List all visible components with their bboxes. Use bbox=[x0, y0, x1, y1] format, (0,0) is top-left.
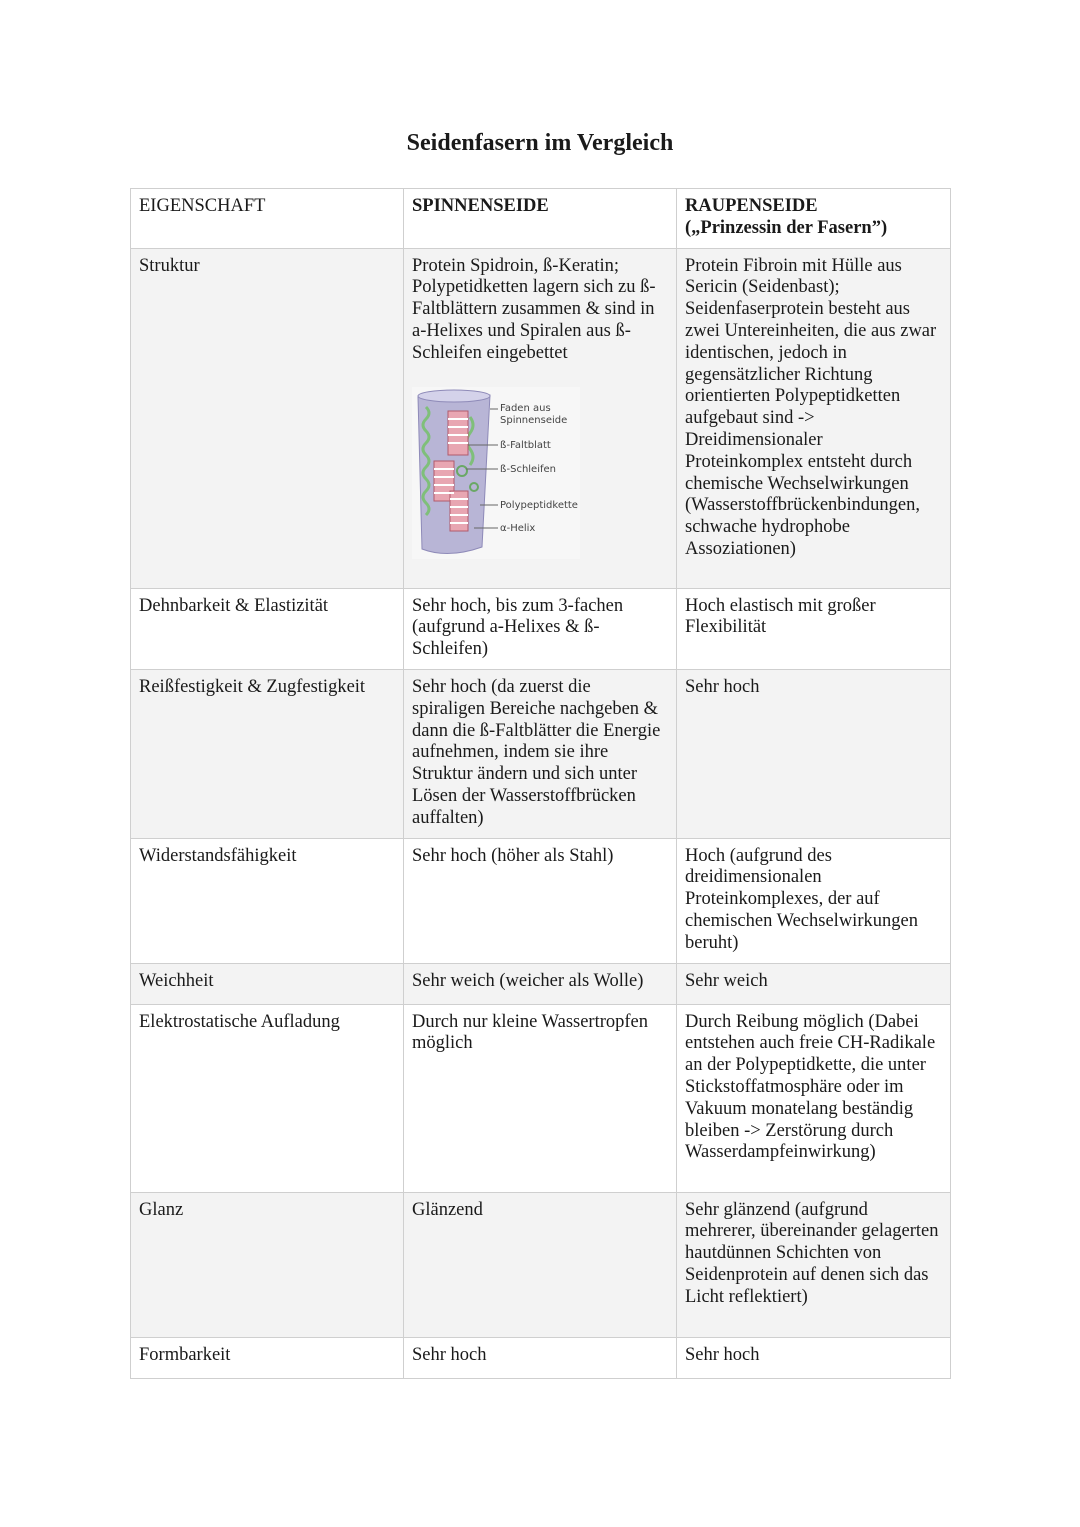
row-property-label: Struktur bbox=[139, 255, 200, 276]
row-raupenseide bbox=[677, 588, 951, 669]
row-spinnenseide-text: Sehr hoch (höher als Stahl) bbox=[412, 845, 614, 866]
row-spinnenseide bbox=[404, 669, 677, 838]
spider-silk-structure-diagram bbox=[412, 387, 580, 559]
header-raupenseide bbox=[677, 189, 951, 249]
row-raupenseide bbox=[677, 1192, 951, 1337]
row-raupenseide-text: Sehr hoch bbox=[685, 676, 760, 697]
row-property-label: Elektrostatische Aufladung bbox=[139, 1011, 340, 1032]
row-raupenseide bbox=[677, 1004, 951, 1192]
row-raupenseide-text: Hoch elastisch mit großer Flexibilität bbox=[685, 595, 876, 638]
header-spinnenseide bbox=[404, 189, 677, 249]
header-eigenschaft-label: EIGENSCHAFT bbox=[139, 196, 266, 216]
faltblatt-block bbox=[450, 491, 468, 531]
table-row bbox=[131, 588, 951, 669]
table-row bbox=[131, 248, 951, 588]
table-row bbox=[131, 1192, 951, 1337]
row-raupenseide bbox=[677, 1337, 951, 1378]
row-raupenseide-text: Hoch (aufgrund des dreidimensionalen Proteinkomplexes, der auf chemischen Wechselwirkungen beruht) bbox=[685, 845, 918, 953]
row-spinnenseide bbox=[404, 838, 677, 963]
row-property-label: Weichheit bbox=[139, 970, 214, 991]
row-property bbox=[131, 588, 404, 669]
row-raupenseide-text: Durch Reibung möglich (Dabei entstehen auch freie CH-Radikale an der Polypeptidkette, die unter Stickstoffatmosphäre oder im Vakuum monatelang beständig bleiben -> Zerstörung durch Wasserdampfeinwirkung) bbox=[685, 1011, 936, 1163]
row-raupenseide bbox=[677, 248, 951, 588]
row-property bbox=[131, 669, 404, 838]
row-raupenseide-text: Sehr weich bbox=[685, 970, 768, 991]
row-raupenseide-text: Sehr glänzend (aufgrund mehrerer, übereinander gelagerten hautdünnen Schichten von Seidenprotein auf denen sich das Licht reflektiert) bbox=[685, 1199, 939, 1307]
row-spinnenseide-text: Sehr hoch (da zuerst die spiraligen Bereiche nachgeben & dann die ß-Faltblätter die Energie aufnehmen, indem sie ihre Struktur ändern und sich unter Lösen der Wasserstoffbrücken auffalten) bbox=[412, 676, 661, 828]
header-eigenschaft bbox=[131, 189, 404, 249]
row-property bbox=[131, 963, 404, 1004]
comparison-table bbox=[130, 188, 951, 1379]
label-polypeptidkette: Polypeptidkette bbox=[500, 499, 578, 511]
label-faltblatt: ß-Faltblatt bbox=[500, 439, 551, 451]
label-spinnenseide: Spinnenseide bbox=[500, 414, 568, 426]
row-property bbox=[131, 248, 404, 588]
page-title: Seidenfasern im Vergleich bbox=[406, 130, 674, 156]
row-property bbox=[131, 1192, 404, 1337]
table-header-row bbox=[131, 189, 951, 249]
row-property-label: Reißfestigkeit & Zugfestigkeit bbox=[139, 676, 366, 697]
row-property bbox=[131, 1337, 404, 1378]
header-raupenseide-label: RAUPENSEIDE bbox=[685, 196, 818, 216]
label-helix: α-Helix bbox=[500, 522, 536, 534]
table-row bbox=[131, 669, 951, 838]
row-spinnenseide bbox=[404, 1337, 677, 1378]
row-spinnenseide-text: Durch nur kleine Wassertropfen möglich bbox=[412, 1011, 649, 1054]
spider-silk-diagram-svg bbox=[412, 387, 580, 559]
fiber-top bbox=[418, 390, 490, 402]
row-property-label: Widerstandsfähigkeit bbox=[139, 845, 297, 866]
row-spinnenseide-text: Sehr weich (weicher als Wolle) bbox=[412, 970, 644, 991]
row-spinnenseide-text: Sehr hoch, bis zum 3-fachen (aufgrund a-Helixes & ß-Schleifen) bbox=[412, 595, 624, 660]
label-schleifen: ß-Schleifen bbox=[500, 463, 556, 475]
label-faden: Faden aus bbox=[500, 402, 551, 414]
table-row bbox=[131, 838, 951, 963]
row-spinnenseide bbox=[404, 1192, 677, 1337]
row-spinnenseide bbox=[404, 1004, 677, 1192]
row-property bbox=[131, 1004, 404, 1192]
row-raupenseide-text: Protein Fibroin mit Hülle aus Sericin (Seidenbast); Seidenfaserprotein besteht aus zwei Untereinheiten, die aus zwar identischen, jedoch in gegensätzlicher Richtung orientierten Polypeptidketten aufgebaut sind -> Dreidimensionaler Proteinkomplex entsteht durch chemische Wechselwirkungen (Wasserstoffbrückenbindungen, schwache hydrophobe Assoziationen) bbox=[685, 255, 937, 559]
row-spinnenseide bbox=[404, 248, 677, 588]
row-spinnenseide bbox=[404, 588, 677, 669]
row-spinnenseide-text: Glänzend bbox=[412, 1199, 483, 1220]
header-spinnenseide-label: SPINNENSEIDE bbox=[412, 196, 549, 216]
table-row bbox=[131, 963, 951, 1004]
row-spinnenseide-text: Protein Spidroin, ß-Keratin; Polypetidketten lagern sich zu ß-Faltblättern zusammen & sind in a-Helixes und Spiralen aus ß-Schleifen eingebettet bbox=[412, 255, 656, 363]
row-property-label: Glanz bbox=[139, 1199, 184, 1220]
row-property bbox=[131, 838, 404, 963]
row-property-label: Formbarkeit bbox=[139, 1344, 231, 1365]
table-row bbox=[131, 1337, 951, 1378]
row-raupenseide bbox=[677, 838, 951, 963]
row-raupenseide-text: Sehr hoch bbox=[685, 1344, 760, 1365]
table-row bbox=[131, 1004, 951, 1192]
row-spinnenseide bbox=[404, 963, 677, 1004]
header-raupenseide-subtitle: („Prinzessin der Fasern”) bbox=[685, 217, 888, 238]
row-spinnenseide-text: Sehr hoch bbox=[412, 1344, 487, 1365]
faltblatt-block bbox=[448, 411, 468, 455]
row-raupenseide bbox=[677, 963, 951, 1004]
row-property-label: Dehnbarkeit & Elastizität bbox=[139, 595, 329, 616]
row-raupenseide bbox=[677, 669, 951, 838]
